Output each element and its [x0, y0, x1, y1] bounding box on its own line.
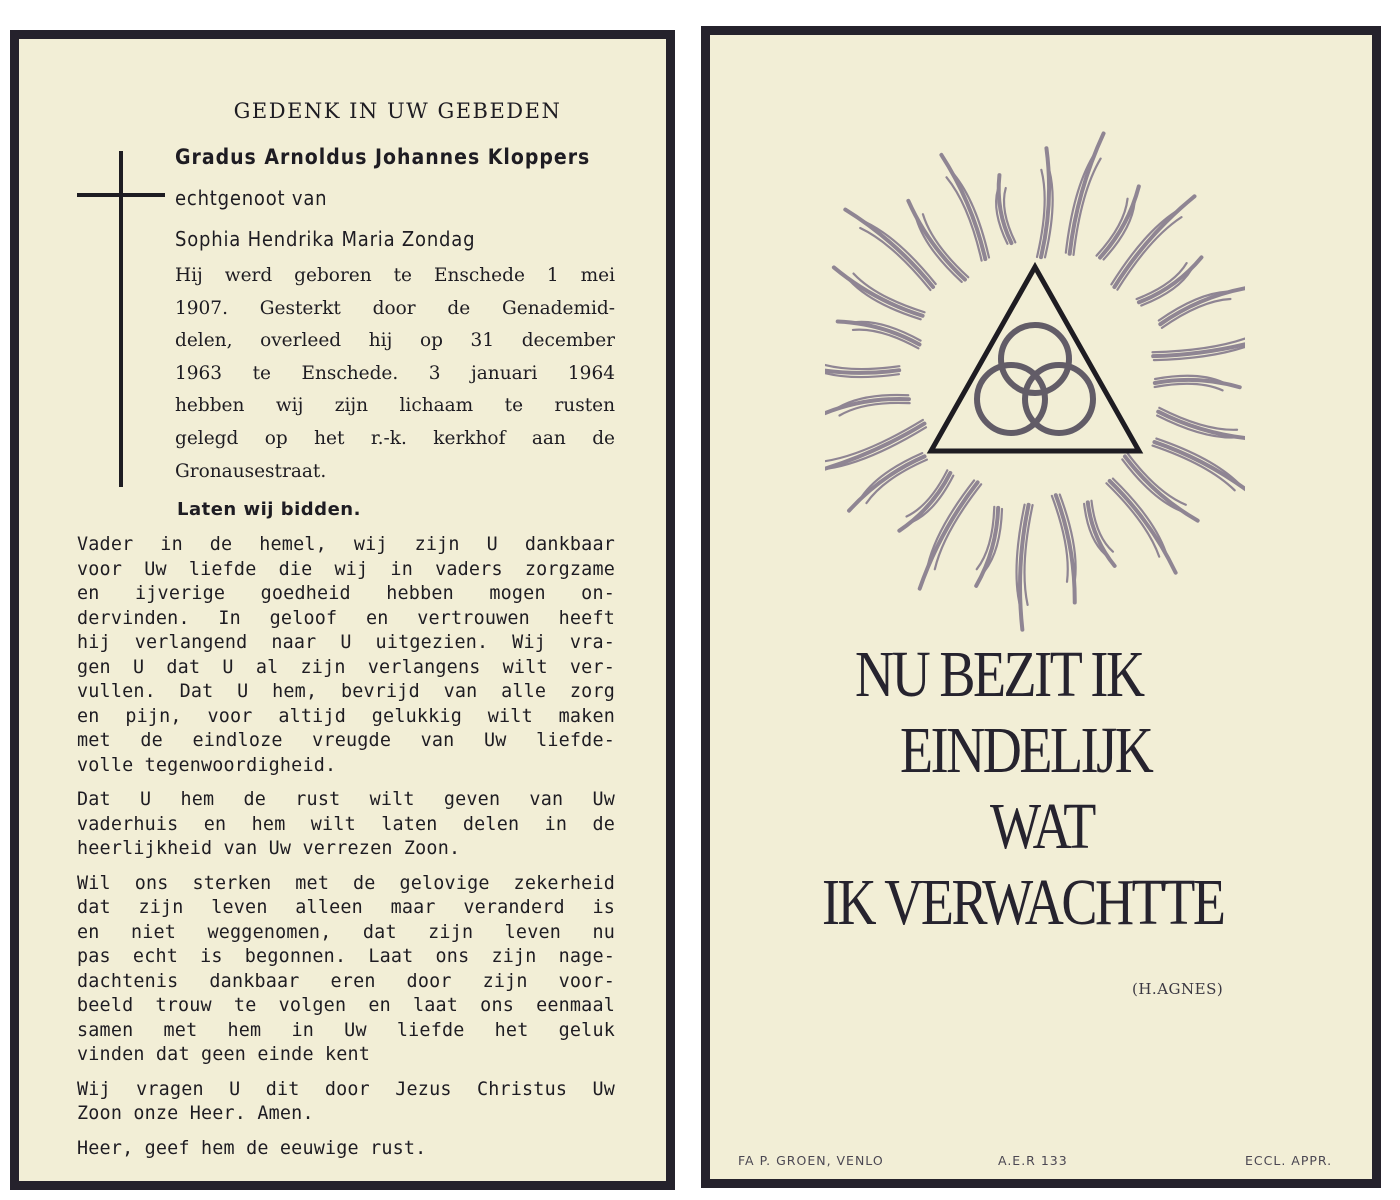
prayer-line: Wij vragen U dit door Jezus Christus Uw	[77, 1078, 615, 1100]
prayer-line: volle tegenwoordigheid.	[77, 754, 337, 776]
cross-icon-bar	[77, 193, 165, 197]
ray-stroke	[1152, 334, 1245, 352]
spouse-name: Sophia Hendrika Maria Zondag	[175, 227, 476, 251]
motto-line: WAT	[990, 790, 1094, 863]
bio-line: Gronausestraat.	[175, 460, 327, 482]
bio-line: hebben wij zijn lichaam te rusten	[175, 395, 615, 417]
ray-stroke	[825, 362, 899, 369]
prayer-line: dat zijn leven alleen maar veranderd is	[77, 897, 615, 918]
prayer-line: met de eindloze vreugde van Uw liefde-	[77, 730, 615, 751]
prayer-line: Vader in de hemel, wij zijn U dankbaar	[77, 534, 615, 555]
quote-author: (H.AGNES)	[1132, 980, 1224, 998]
cross-icon	[119, 151, 123, 487]
prayer-paragraph	[77, 788, 615, 862]
bio-line: gelegd op het r.-k. kerkhof aan de	[175, 427, 615, 449]
prayer-line: dervinden. In geloof en vertrouwen heeft	[77, 607, 615, 629]
prayer-line: beeld trouw te volgen en laat ons eenmaal	[77, 995, 615, 1016]
memorial-card-text-side	[10, 30, 675, 1190]
prayer-line: Wil ons sterken met de gelovige zekerheid	[77, 872, 615, 894]
prayer-text	[77, 533, 615, 1171]
prayer-line: voor Uw liefde die wij in vaders zorgzame	[77, 558, 615, 580]
ray-stroke	[1106, 483, 1159, 556]
memorial-card-image-side	[701, 26, 1381, 1188]
relation-text: echtgenoot van	[175, 186, 328, 210]
prayer-line: en pijn, voor altijd gelukkig wilt maken	[77, 705, 615, 727]
ray-stroke	[935, 484, 981, 569]
prayer-line: hij verlangend naar U uitgezien. Wij vra-	[77, 632, 615, 653]
prayer-paragraph	[77, 1078, 615, 1127]
prayer-line: en niet weggenomen, dat zijn leven nu	[77, 921, 615, 943]
prayer-line: samen met hem in Uw liefde het geluk	[77, 1019, 615, 1041]
motto-line: IK VERWACHTTE	[822, 866, 1224, 939]
ecclesiastical-approval: ECCL. APPR.	[1245, 1153, 1333, 1168]
prayer-line: vaderhuis en hem wilt laten delen in de	[77, 813, 615, 835]
prayer-paragraph	[77, 872, 615, 1068]
ray-stroke	[860, 228, 930, 290]
card-heading: GEDENK IN UW GEBEDEN	[233, 99, 562, 123]
intro-block	[175, 137, 615, 488]
prayer-line: dachtenis dankbaar eren door zijn voor-	[77, 970, 615, 992]
approval-code: A.E.R 133	[998, 1153, 1068, 1168]
bio-line: delen, overleed hij op 31 december	[175, 330, 615, 352]
prayer-line: Dat U hem de rust wilt geven van Uw	[77, 789, 615, 810]
bio-line: 1907. Gesterkt door de Genademid-	[175, 297, 615, 319]
prayer-paragraph	[77, 1137, 615, 1162]
prayer-paragraph	[77, 533, 615, 778]
trinity-triangle-rays-icon	[825, 115, 1245, 655]
deceased-name: Gradus Arnoldus Johannes Kloppers	[175, 145, 591, 169]
biography	[175, 260, 615, 488]
prayer-line: gen U dat U al zijn verlangens wilt ver-	[77, 656, 615, 678]
motto-line: NU BEZIT IK	[855, 638, 1143, 711]
prayer-line: pas echt is begonnen. Laat ons zijn nage-	[77, 946, 615, 967]
prayer-line: heerlijkheid van Uw verrezen Zoon.	[77, 838, 461, 859]
printer-credit: FA P. GROEN, VENLO	[738, 1153, 884, 1168]
ray-stroke	[1153, 446, 1235, 491]
ray-stroke	[1155, 384, 1223, 391]
bio-line: Hij werd geboren te Enschede 1 mei	[175, 265, 615, 286]
prayer-line: Zoon onze Heer. Amen.	[77, 1103, 314, 1124]
bio-line: 1963 te Enschede. 3 januari 1964	[175, 362, 615, 384]
motto-line: EINDELIJK	[900, 714, 1152, 787]
prayer-line: en ijverige goedheid hebben mogen on-	[77, 583, 615, 604]
prayer-line: Heer, geef hem de eeuwige rust.	[77, 1137, 427, 1159]
prayer-title: Laten wij bidden.	[177, 499, 361, 520]
prayer-line: vinden dat geen einde kent	[77, 1044, 371, 1065]
prayer-line: vullen. Dat U hem, bevrijd van alle zorg	[77, 681, 615, 702]
